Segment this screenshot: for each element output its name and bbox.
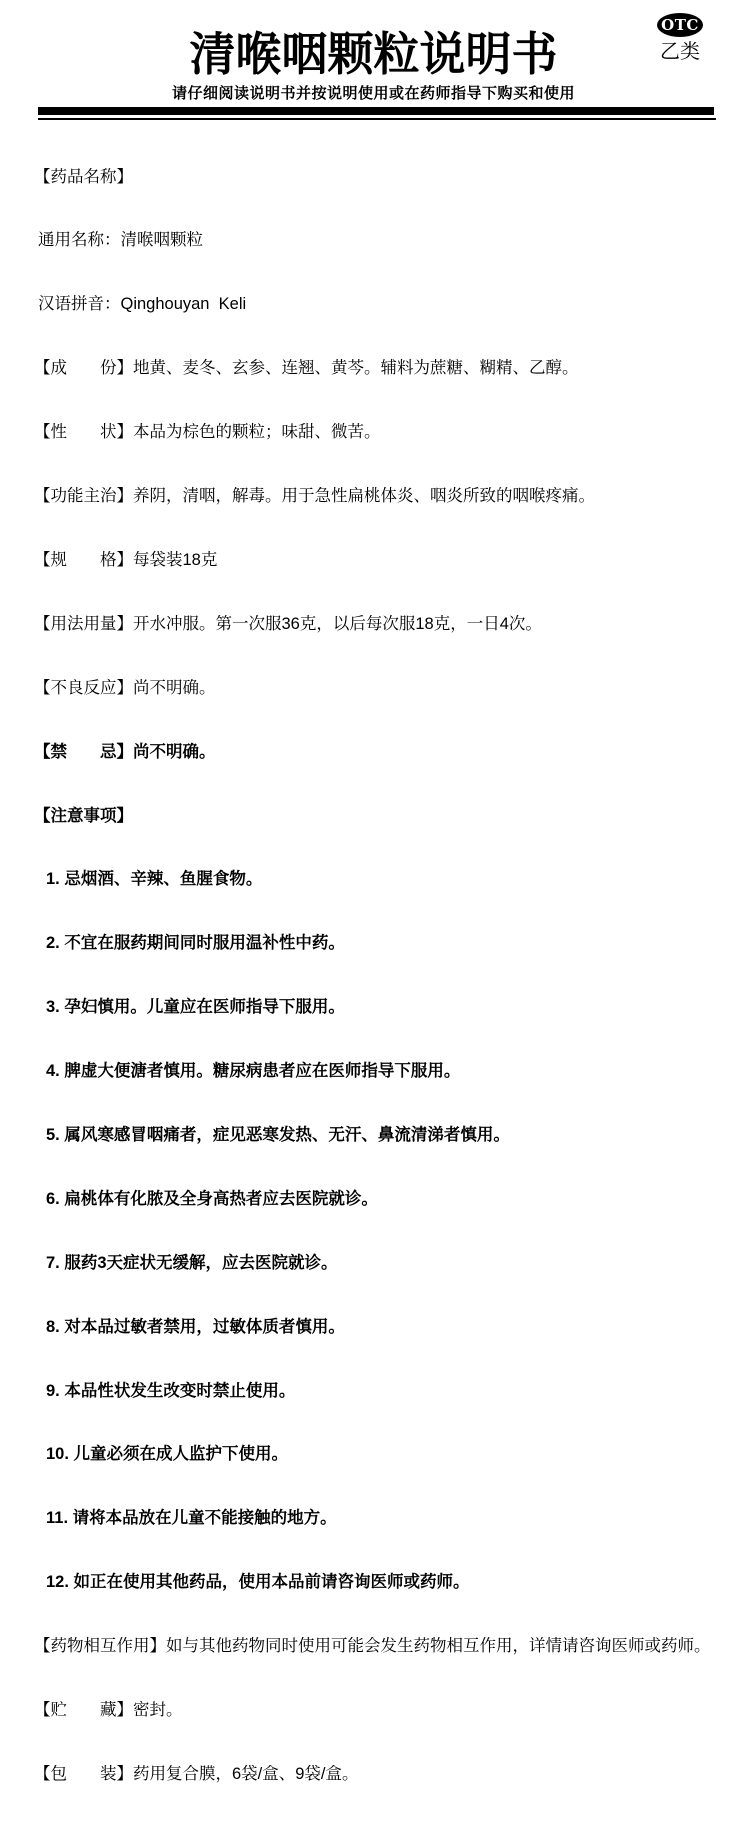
leaflet-line-adverse-reactions: 【不良反应】尚不明确。: [34, 678, 216, 697]
leaflet-line-ingredients: 【成 份】地黄、麦冬、玄参、连翘、黄芩。辅料为蔗糖、糊精、乙醇。: [34, 359, 579, 378]
leaflet-line-drug-interactions: 【药物相互作用】如与其他药物同时使用可能会发生药物相互作用，详情请咨询医师或药师。: [34, 1637, 711, 1656]
leaflet-line-precaution-2: 2. 不宜在服药期间同时服用温补性中药。: [46, 934, 345, 953]
leaflet-line-precaution-8: 8. 对本品过敏者禁用，过敏体质者慎用。: [46, 1317, 345, 1336]
leaflet-line-precaution-4: 4. 脾虚大便溏者慎用。糖尿病患者应在医师指导下服用。: [46, 1062, 461, 1081]
leaflet-line-pinyin: 汉语拼音：Qinghouyan Keli: [38, 295, 247, 314]
leaflet-line-precaution-12: 12. 如正在使用其他药品，使用本品前请咨询医师或药师。: [46, 1573, 470, 1592]
page-subtitle: 请仔细阅读说明书并按说明使用或在药师指导下购买和使用: [171, 85, 575, 102]
leaflet-line-precaution-1: 1. 忌烟酒、辛辣、鱼腥食物。: [46, 870, 263, 889]
leaflet-line-precaution-6: 6. 扁桃体有化脓及全身高热者应去医院就诊。: [46, 1189, 378, 1208]
leaflet-line-generic-name: 通用名称：清喉咽颗粒: [38, 231, 203, 250]
otc-badge: [657, 13, 703, 62]
otc-category-label: 乙类: [660, 39, 700, 63]
leaflet-line-indications: 【功能主治】养阴，清咽，解毒。用于急性扁桃体炎、咽炎所致的咽喉疼痛。: [34, 487, 595, 506]
leaflet-line-description: 【性 状】本品为棕色的颗粒；味甜、微苦。: [34, 423, 381, 442]
leaflet-line-precaution-5: 5. 属风寒感冒咽痛者，症见恶寒发热、无汗、鼻流清涕者慎用。: [46, 1125, 510, 1144]
leaflet-line-precaution-3: 3. 孕妇慎用。儿童应在医师指导下服用。: [46, 998, 345, 1017]
leaflet-line-dosage: 【用法用量】开水冲服。第一次服36克，以后每次服18克，一日4次。: [34, 614, 542, 633]
leaflet-line-specification: 【规 格】每袋装18克: [34, 550, 218, 569]
otc-badge-icon: OTC: [657, 13, 703, 37]
leaflet-line-precautions-header: 【注意事项】: [34, 806, 133, 825]
page-title: 清喉咽颗粒说明书: [189, 27, 558, 81]
leaflet-line-precaution-10: 10. 儿童必须在成人监护下使用。: [46, 1445, 289, 1464]
leaflet-line-contraindications: 【禁 忌】尚不明确。: [34, 742, 216, 761]
leaflet-line-packaging: 【包 装】药用复合膜，6袋/盒、9袋/盒。: [34, 1764, 359, 1783]
leaflet-body: [0, 120, 747, 1828]
leaflet-line-precaution-7: 7. 服药3天症状无缓解，应去医院就诊。: [46, 1253, 338, 1272]
leaflet-line-storage: 【贮 藏】密封。: [34, 1700, 183, 1719]
leaflet-line-precaution-11: 11. 请将本品放在儿童不能接触的地方。: [46, 1509, 337, 1528]
header-divider: [38, 107, 714, 120]
leaflet-line-precaution-9: 9. 本品性状发生改变时禁止使用。: [46, 1381, 296, 1400]
divider-thick-line: [38, 107, 714, 115]
leaflet-line-drug-name-header: 【药品名称】: [34, 167, 133, 186]
